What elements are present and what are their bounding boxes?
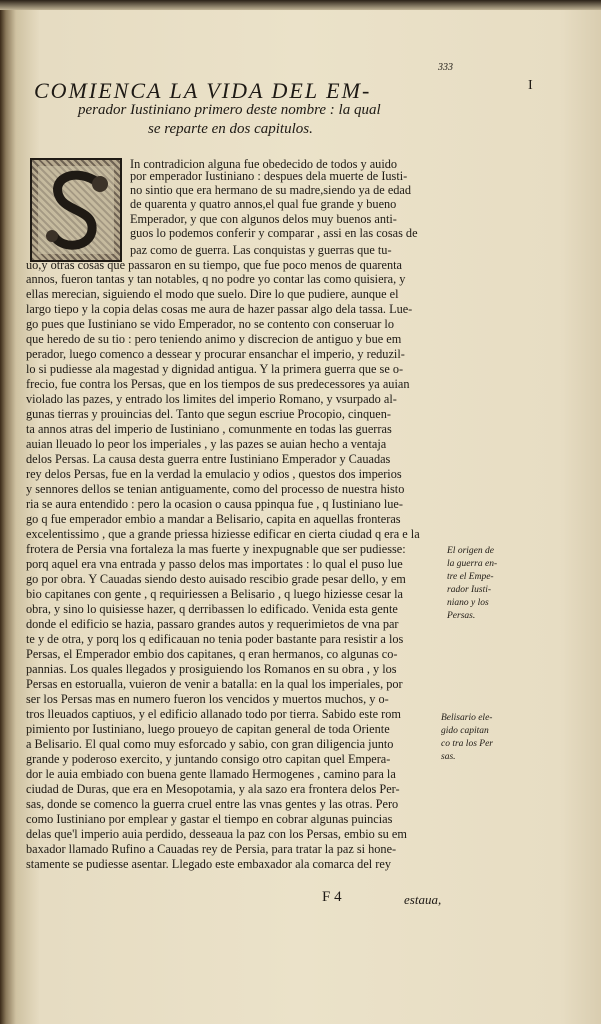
catchword: estaua, <box>404 892 442 907</box>
text-line: go pues que Iustiniano se vido Emperador, no se contento con conseruar lo <box>26 317 394 331</box>
text-line: Persas, el Emperador embio dos capitanes, q eran hermanos, co algunas co- <box>26 647 398 661</box>
text-line: que heredo de su tio : pero teniendo animo y discrecion de antiguo y bue em <box>26 332 402 346</box>
text-line: y sennores dellos se tenian antiguamente, como del processo de nuestra histo <box>26 482 405 496</box>
text-line: go q fue emperador embio a mandar a Belisario, capita en aquellas fronteras <box>26 512 401 526</box>
marginal-note-line: tre el Empe- <box>447 572 494 582</box>
marginal-note-line: Persas. <box>447 611 476 621</box>
text-line: annos, fueron tantas y tan notables, q no podre yo contar las como quisiera, y <box>26 272 406 286</box>
marginal-note-line: la guerra en- <box>447 559 498 569</box>
text-line: ser los Persas mas en numero fueron los vencidos y muertos muchos, y o- <box>26 692 389 706</box>
text-line: guos lo podemos conferir y comparar , assi en las cosas de <box>130 226 418 240</box>
text-line: delas que'l imperio auia perdido, desseaua la paz con los Persas, embio su em <box>26 827 407 841</box>
text-line: baxador llamado Rufino a Cauadas rey de Persia, para tratar la paz si hone- <box>26 842 397 856</box>
text-line: tros lleuados captiuos, y el edificio allanado todo por tierra. Sabido este rom <box>26 707 401 721</box>
text-line: te y de otra, y porq los q edificauan no tenia poder bastante para resistir a los <box>26 632 404 646</box>
text-line: bio capitanes con gente , q requiriessen a Belisario , q luego hiziesse cesar la <box>26 587 403 601</box>
text-line: dor le auia embiado con buena gente llamado Hermogenes , camino para la <box>26 767 396 781</box>
text-line: como Iustiniano por emplear y gastar el tiempo en cobrar algunas puincias <box>26 812 393 826</box>
text-line: ta annos atras del imperio de Iustiniano , comunmente en todas las guerras <box>26 422 392 436</box>
text-line: largo tiepo y la copia delas cosas me aura de hazer passar algo dela tassa. Lue- <box>26 302 413 316</box>
text-line: pannias. Los quales llegados y prosiguiendo los Romanos en su obra , y los <box>26 662 397 676</box>
text-line: stamente se pudiesse asentar. Llegado este embaxador ala comarca del rey <box>26 857 391 871</box>
marginal-note-line: Belisario ele- <box>441 713 493 723</box>
text-line: lo si pudiesse ala magestad y dignidad antigua. Y la primera guerra que se o- <box>26 362 404 376</box>
text-line: Persas en estorualla, vuieron de venir a batalla: en la qual los imperiales, por <box>26 677 403 691</box>
page-mark: I <box>528 78 533 93</box>
text-line: grande y poderoso exercito, y juntando consigo otro capitan quel Empera- <box>26 752 391 766</box>
text-line: donde el edificio se hazia, passaro grandes autos y requerimietos de vna par <box>26 617 399 631</box>
page-top-edge <box>0 0 601 10</box>
chapter-title-line-2: perador Iustiniano primero deste nombre : la qual <box>78 102 381 118</box>
folio-number: 333 <box>438 62 453 73</box>
text-line: uo,y otras cosas que passaron en su tiempo, que fue poco menos de quarenta <box>26 258 402 272</box>
text-line: ciudad de Duras, que era en Mesopotamia, y ala sazo era frontera delos Per- <box>26 782 400 796</box>
text-line: ria se aura entendido : pero la ocasion o causa ppinqua fue , q Iustiniano lue- <box>26 497 403 511</box>
marginal-note-line: sas. <box>441 752 456 762</box>
text-line: rey delos Persas, fue en la verdad la emulacio y odios , questos dos imperios <box>26 467 402 481</box>
text-line: gunas tierras y prouincias del. Tanto que segun escriue Procopio, cinquen- <box>26 407 391 421</box>
text-line: auian lleuado lo peor los imperiales , y las pazes se auian hecho a ventaja <box>26 437 387 451</box>
text-line: Emperador, y que con algunos delos muy buenos anti- <box>130 212 397 226</box>
signature-mark: F 4 <box>322 889 342 905</box>
marginal-note-line: niano y los <box>447 598 489 608</box>
text-line: por emperador Iustiniano : despues dela muerte de Iusti- <box>130 169 408 183</box>
text-line: a Belisario. El qual como muy esforcado y sabio, con gran diligencia junto <box>26 737 394 751</box>
text-line: delos Persas. La causa desta guerra entre Iustiniano Emperador y Cauadas <box>26 452 391 466</box>
text-line: paz como de guerra. Las conquistas y guerras que tu- <box>130 243 392 257</box>
decorated-initial-s-icon <box>30 158 122 262</box>
text-line: excelentissimo , que a grande priessa hiziesse edificar en cierta ciudad q era e la <box>26 527 420 541</box>
text-line: go por obra. Y Cauadas siendo desto auisado rescibio grade pesar dello, y em <box>26 572 406 586</box>
text-line: porq aquel era vna entrada y passo delos mas importates : lo qual el puso lue <box>26 557 403 571</box>
marginal-note-line: El origen de <box>447 546 494 556</box>
text-line: sas, donde se comenco la guerra cruel entre las vnas gentes y las otras. Pero <box>26 797 399 811</box>
text-line: de quarenta y quatro annos,el qual fue grande y bueno <box>130 197 397 211</box>
text-line: ellas merecian, siguiendo el modo que suelo. Dire lo que pudiere, aunque el <box>26 287 399 301</box>
marginal-note-line: rador Iusti- <box>447 585 492 595</box>
text-line: obra, y sino lo quisiesse hazer, q derribassen lo edificado. Venida esta gente <box>26 602 398 616</box>
text-line: pimiento por Iustiniano, luego proueyo de capitan general de toda Oriente <box>26 722 390 736</box>
chapter-title-line-1: COMIENCA LA VIDA DEL EM- <box>34 78 372 103</box>
marginal-note-line: co tra los Per <box>441 739 493 749</box>
text-line: frotera de Persia vna fortaleza la mas fuerte y inexpugnable que ser pudiesse: <box>26 542 406 556</box>
text-line: violado las pazes, y entrado los limites del imperio Romano, y vsurpado al- <box>26 392 397 406</box>
marginal-note-line: gido capitan <box>441 726 489 736</box>
chapter-title-line-3: se reparte en dos capitulos. <box>148 121 313 137</box>
text-line: In contradicion alguna fue obedecido de todos y auido <box>130 157 398 171</box>
text-line: perador, luego comenco a dessear y procurar ensanchar el imperio, y reduzil- <box>26 347 405 361</box>
text-line: no sintio que era hermano de su madre,siendo ya de edad <box>130 183 412 197</box>
text-line: frecio, fue contra los Persas, que en los tiempos de sus predecessores ya auian <box>26 377 410 391</box>
